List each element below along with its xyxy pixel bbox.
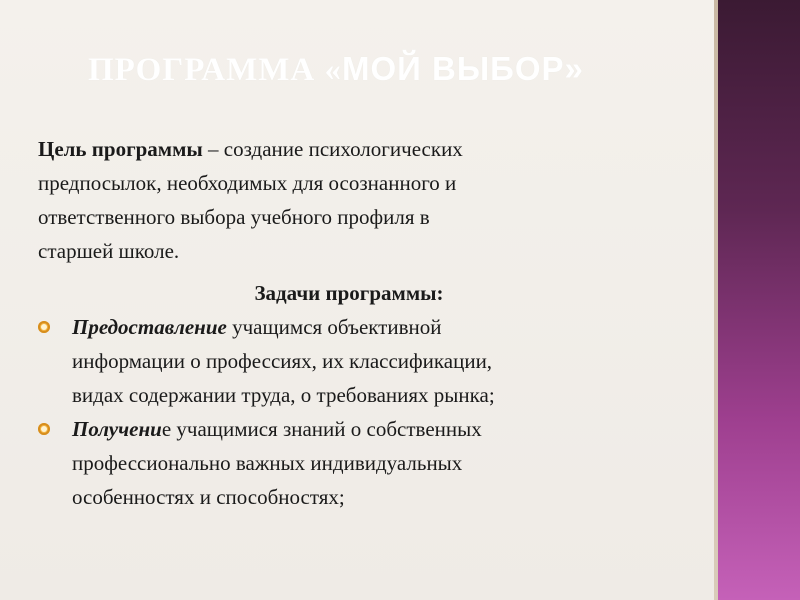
task-lead: Получени <box>72 417 162 441</box>
slide-title <box>88 50 648 89</box>
tasks-heading: Задачи программы: <box>254 281 444 305</box>
task-lead: Предоставление <box>72 315 227 339</box>
title-part-sans: МОЙ ВЫБОР» <box>341 50 584 87</box>
task-text: учащимся объективной <box>226 315 442 339</box>
task-item <box>38 412 688 514</box>
goal-text-1: – создание психологических <box>202 137 463 161</box>
goal-line-2: предпосылок, необходимых для осознанного и <box>38 171 457 195</box>
task-line-1 <box>72 310 688 344</box>
slide-content <box>38 132 688 514</box>
task-line-3: особенностях и способностях; <box>72 485 345 509</box>
decorative-side-panel <box>714 0 800 600</box>
task-text: е учащимися знаний о собственных <box>161 417 482 441</box>
goal-line-1 <box>38 132 688 166</box>
title-part-serif: ПРОГРАММА « <box>88 52 342 88</box>
task-line-1 <box>72 412 688 446</box>
goal-line-4: старшей школе. <box>38 239 180 263</box>
goal-paragraph <box>38 132 688 268</box>
task-item <box>38 310 688 412</box>
bullet-icon <box>38 321 50 333</box>
task-line-3: видах содержании труда, о требованиях рынка; <box>72 383 495 407</box>
goal-label: Цель программы <box>38 137 203 161</box>
goal-line-3: ответственного выбора учебного профиля в <box>38 205 430 229</box>
bullet-icon <box>38 423 50 435</box>
task-line-2: информации о профессиях, их классификации, <box>72 349 493 373</box>
task-line-2: профессионально важных индивидуальных <box>72 451 463 475</box>
